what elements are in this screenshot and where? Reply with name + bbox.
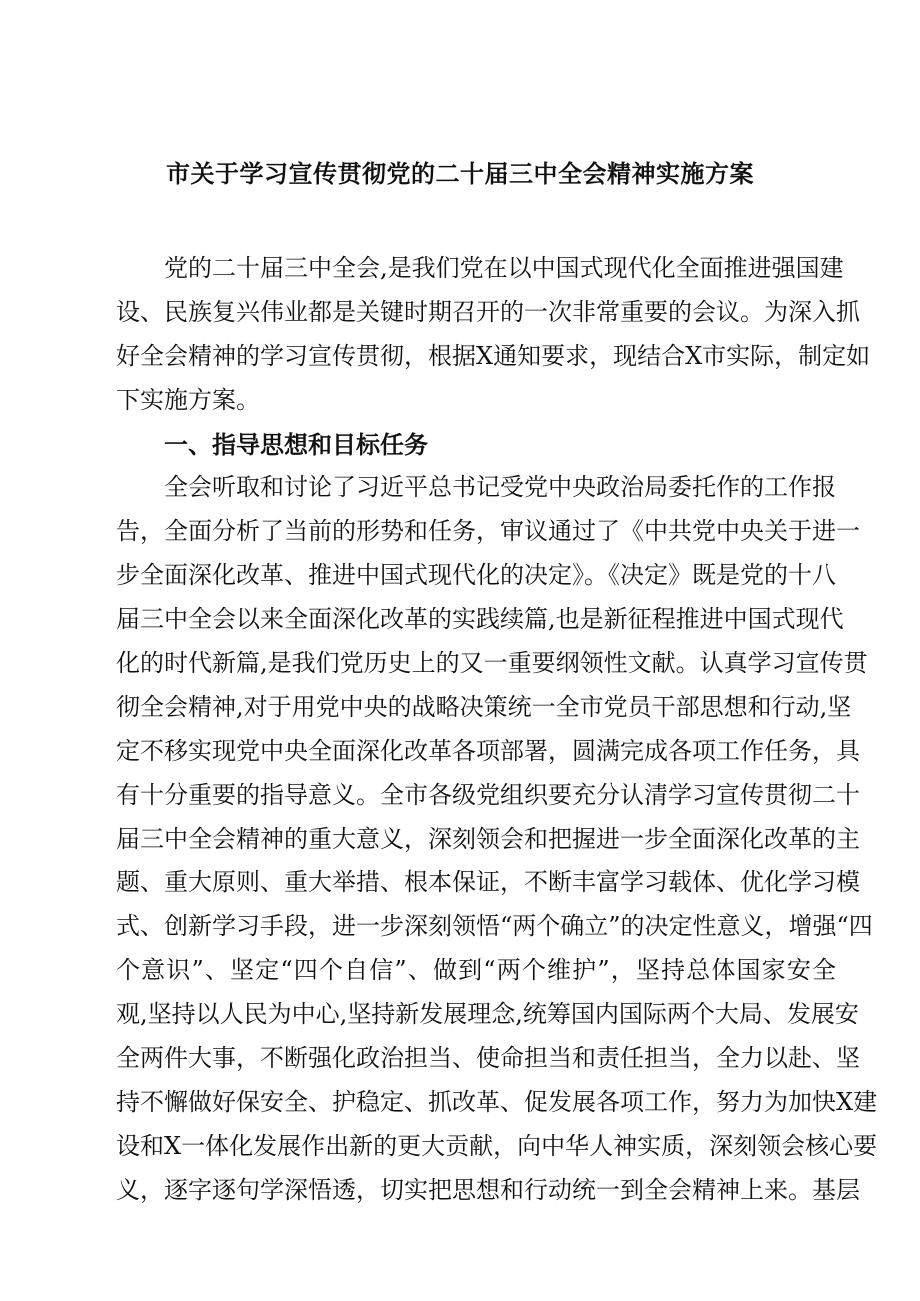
text-line: 题、重大原则、重大举措、根本保证，不断丰富学习载体、优化学习模 — [116, 868, 860, 897]
text-line: 彻全会精神,对于用党中央的战略决策统一全市党员干部思想和行动,坚 — [116, 692, 852, 721]
text-line: 设、民族复兴伟业都是关键时期召开的一次非常重要的会议。为深入抓 — [116, 297, 860, 326]
text-line: 义，逐字逐句学深悟透，切实把思想和行动统一到全会精神上来。基层 — [116, 1175, 860, 1204]
text-line: 式、创新学习手段，进一步深刻领悟“两个确立”的决定性意义，增强“四 — [116, 912, 873, 941]
section-heading: 一、指导思想和目标任务 — [164, 429, 428, 459]
paragraph-intro — [116, 247, 871, 423]
text-line: 观,坚持以人民为中心,坚持新发展理念,统筹国内国际两个大局、发展安 — [116, 1000, 859, 1029]
text-line: 化的时代新篇,是我们党历史上的又一重要纲领性文献。认真学习宣传贯 — [116, 649, 868, 678]
text-line: 下实施方案。 — [116, 385, 260, 414]
text-line: 设和X一体化发展作出新的更大贡献，向中华人神实质，深刻领会核心要 — [116, 1131, 878, 1160]
text-line: 步全面深化改革、推进中国式现代化的决定》。《决定》既是党的十八 — [116, 561, 836, 590]
text-line: 有十分重要的指导意义。全市各级党组织要充分认清学习宣传贯彻二十 — [116, 780, 860, 809]
text-line: 个意识”、坚定“四个自信”、做到“两个维护”，坚持总体国家安全 — [116, 956, 836, 985]
text-line: 定不移实现党中央全面深化改革各项部署，圆满完成各项工作任务，具 — [116, 736, 860, 765]
text-line: 全两件大事，不断强化政治担当、使命担当和责任担当，全力以赴、坚 — [116, 1044, 860, 1073]
text-line: 持不懈做好保安全、护稳定、抓改革、促发展各项工作，努力为加快X建 — [116, 1087, 878, 1116]
text-line: 好全会精神的学习宣传贯彻，根据X通知要求，现结合X市实际，制定如 — [116, 341, 871, 370]
text-line: 届三中全会精神的重大意义，深刻领会和把握进一步全面深化改革的主 — [116, 824, 860, 853]
text-line: 全会听取和讨论了习近平总书记受党中央政治局委托作的工作报 — [164, 473, 836, 502]
document-body — [116, 247, 878, 1213]
text-line: 告，全面分析了当前的形势和任务，审议通过了《中共党中央关于进一 — [116, 517, 860, 546]
paragraph-guidance — [116, 466, 878, 1212]
text-line: 届三中全会以来全面深化改革的实践续篇,也是新征程推进中国式现代 — [116, 605, 844, 634]
text-line: 党的二十届三中全会,是我们党在以中国式现代化全面推进强国建 — [164, 254, 844, 282]
document-title: 市关于学习宣传贯彻党的二十届三中全会精神实施方案 — [166, 159, 754, 188]
